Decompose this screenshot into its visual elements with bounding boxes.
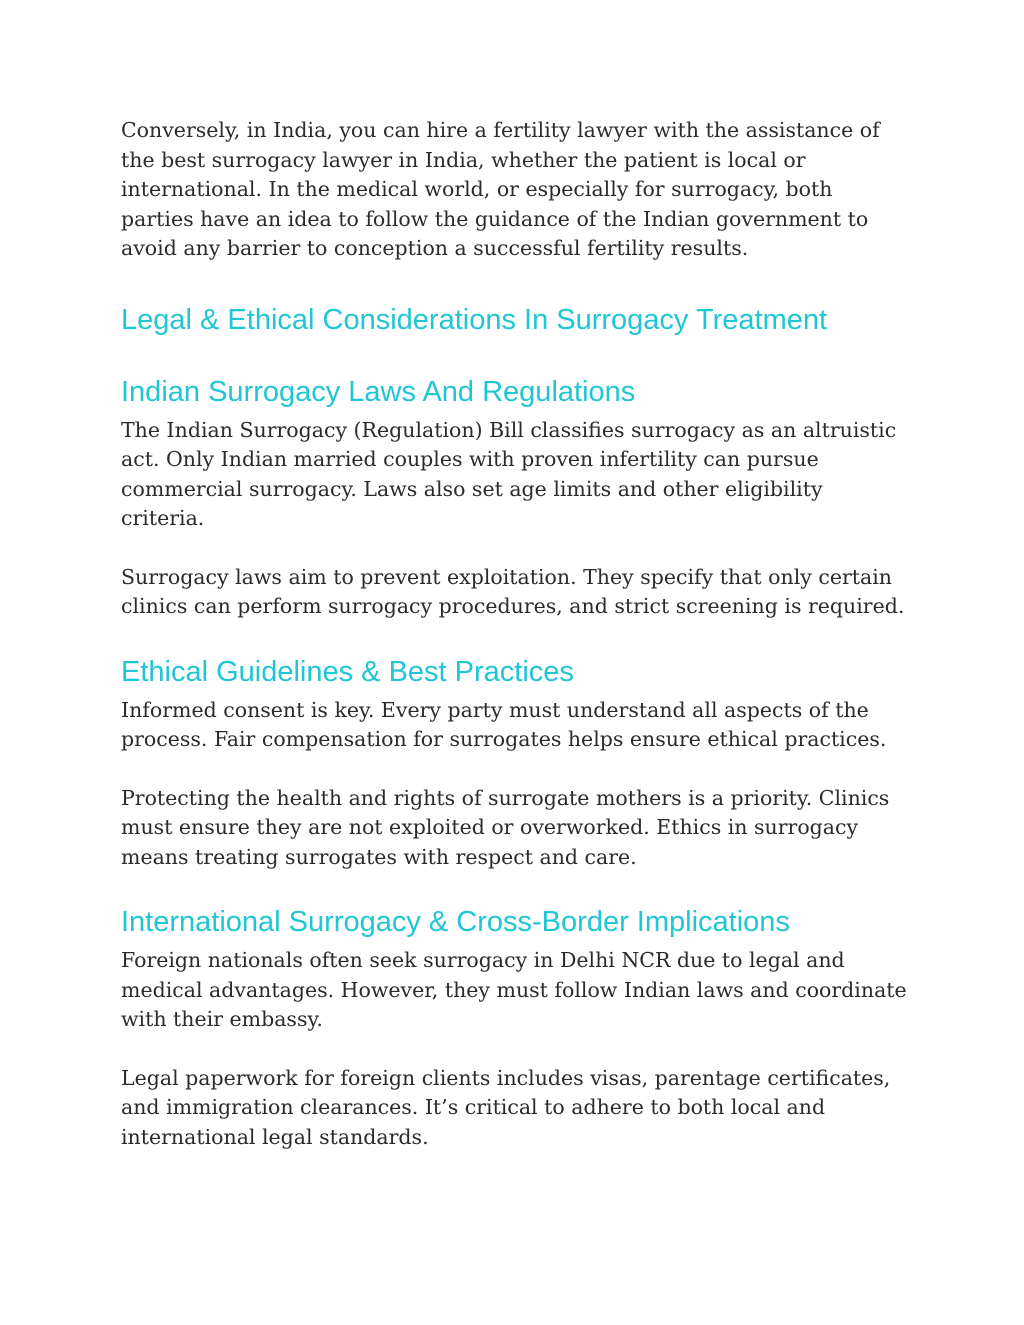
section-paragraph: Informed consent is key. Every party must understand all aspects of the process. Fair compensation for surrogates helps ensure ethical practices. — [121, 697, 887, 751]
intro-paragraph: Conversely, in India, you can hire a fertility lawyer with the assistance of the best surrogacy lawyer in India, whether the patient is local or international. In the medical world, or especially for surrogacy, both parties have an idea to follow the guidance of the Indian government to avoid any barrier to conception a successful fertility results. — [121, 118, 880, 260]
section-paragraph: Surrogacy laws aim to prevent exploitation. They specify that only certain clinics can perform surrogacy procedures, and strict screening is required. — [121, 564, 905, 618]
section-paragraph: Protecting the health and rights of surrogate mothers is a priority. Clinics must ensure they are not exploited or overworked. Ethics in surrogacy means treating surrogates with respect and care. — [121, 785, 890, 869]
section-paragraph: The Indian Surrogacy (Regulation) Bill classifies surrogacy as an altruistic act. Only Indian married couples with proven infertility can pursue commercial surrogacy. Laws also set age limits and other eligibility criteria. — [121, 417, 897, 530]
section-paragraph: Foreign nationals often seek surrogacy in Delhi NCR due to legal and medical advantages. However, they must follow Indian laws and coordinate with their embassy. — [121, 948, 907, 1031]
section-international-surrogacy — [121, 904, 911, 1152]
section-heading: International Surrogacy & Cross-Border Implications — [121, 906, 790, 938]
section-heading: Ethical Guidelines & Best Practices — [121, 655, 574, 688]
section-surrogacy-laws — [121, 374, 911, 622]
section-heading: Indian Surrogacy Laws And Regulations — [121, 375, 636, 408]
section-paragraph: Legal paperwork for foreign clients includes visas, parentage certificates, and immigration clearances. It’s critical to adhere to both local and international legal standards. — [121, 1065, 891, 1149]
main-heading: Legal & Ethical Considerations In Surrogacy Treatment — [121, 303, 828, 336]
document-page — [121, 116, 911, 1152]
section-ethical-guidelines — [121, 654, 911, 873]
